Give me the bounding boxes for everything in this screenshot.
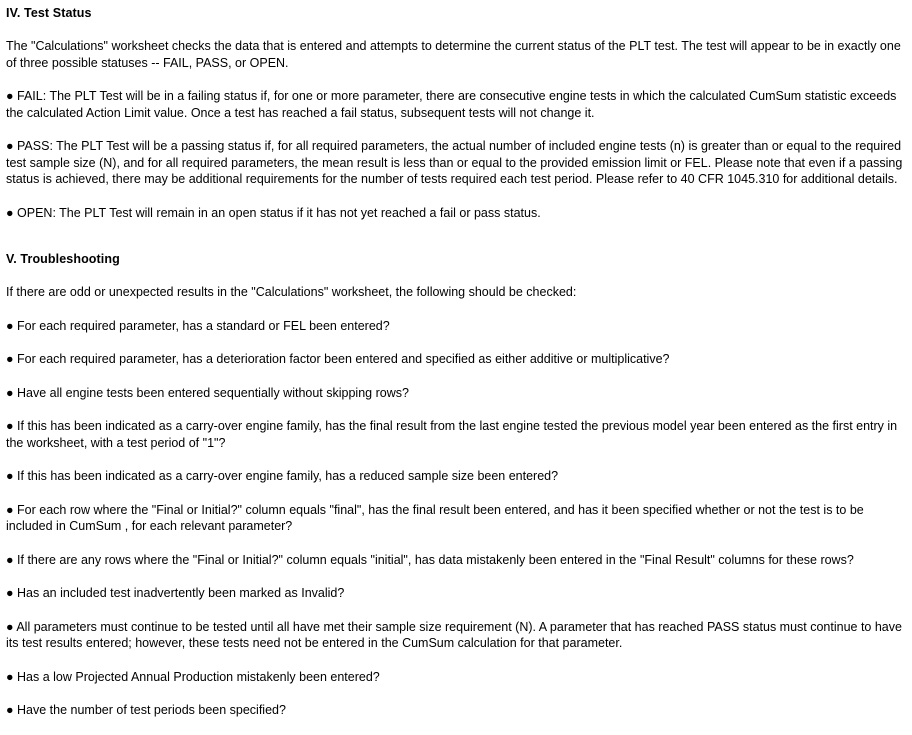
spacer <box>6 685 904 702</box>
spacer <box>6 121 904 138</box>
spacer <box>6 652 904 669</box>
bullet-carryover-reduced-sample: ● If this has been indicated as a carry-over engine family, has a reduced sample size been entered? <box>6 469 559 483</box>
bullet-deterioration-factor: ● For each required parameter, has a deterioration factor been entered and specified as either additive or multiplicative? <box>6 352 670 366</box>
bullet-marked-invalid: ● Has an included test inadvertently been marked as Invalid? <box>6 586 345 600</box>
bullet-number-of-test-periods: ● Have the number of test periods been specified? <box>6 703 286 717</box>
bullet-standard-or-fel: ● For each required parameter, has a standard or FEL been entered? <box>6 318 390 333</box>
spacer <box>6 21 904 38</box>
spacer <box>6 267 904 284</box>
spacer <box>6 301 904 318</box>
spacer <box>6 485 904 502</box>
bullet-sample-size-requirement: ● All parameters must continue to be tested until all have met their sample size requirement (N). A parameter that has reached PASS status must continue to have its test results entered; however, these tests need not be entered in the CumSum calculation for that parameter. <box>6 619 902 650</box>
spacer <box>6 535 904 552</box>
bullet-fail: ● FAIL: The PLT Test will be in a failing status if, for one or more parameter, there are consecutive engine tests in which the calculated CumSum statistic exceeds the calculated Action Limit value. Once a test has reached a fail status, subsequent tests will not change it. <box>6 89 897 120</box>
bullet-pass: ● PASS: The PLT Test will be a passing status if, for all required parameters, the actual number of included engine tests (n) is greater than or equal to the required test sample size (N), and for all required parameters, the mean result is less than or equal to the provided emission limit or FEL. Please note that even if a passing status is achieved, there may be additional requirements for the number of tests required each test period. Please refer to 40 CFR 1045.310 for additional details. <box>6 139 903 186</box>
spacer <box>6 221 904 252</box>
section-heading-test-status: IV. Test Status <box>6 6 92 20</box>
spacer <box>6 568 904 585</box>
spacer <box>6 401 904 418</box>
spacer <box>6 188 904 205</box>
bullet-projected-annual-production: ● Has a low Projected Annual Production mistakenly been entered? <box>6 669 380 684</box>
bullet-carryover-first-entry: ● If this has been indicated as a carry-over engine family, has the final result from the last engine tested the previous model year been entered as the first entry in the worksheet, with a test period of "1"? <box>6 419 898 450</box>
bullet-sequential-entries: ● Have all engine tests been entered sequentially without skipping rows? <box>6 385 409 400</box>
spacer <box>6 602 904 619</box>
test-status-intro-paragraph: The "Calculations" worksheet checks the data that is entered and attempts to determine the current status of the PLT test. The test will appear to be in exactly one of three possible statuses -- FAIL, PASS, or OPEN. <box>6 39 901 70</box>
bullet-initial-rows-data: ● If there are any rows where the "Final or Initial?" column equals "initial", has data mistakenly been entered in the "Final Result" columns for these rows? <box>6 552 854 567</box>
spacer <box>6 334 904 351</box>
spacer <box>6 71 904 88</box>
spacer <box>6 451 904 468</box>
bullet-final-result-entered: ● For each row where the "Final or Initial?" column equals "final", has the final result been entered, and has it been specified whether or not the test is to be included in CumSum , for each relevant parameter? <box>6 502 864 533</box>
spacer <box>6 368 904 385</box>
troubleshooting-intro-paragraph: If there are odd or unexpected results in the "Calculations" worksheet, the following should be checked: <box>6 285 577 299</box>
section-heading-troubleshooting: V. Troubleshooting <box>6 252 120 266</box>
bullet-open: ● OPEN: The PLT Test will remain in an open status if it has not yet reached a fail or pass status. <box>6 205 541 220</box>
